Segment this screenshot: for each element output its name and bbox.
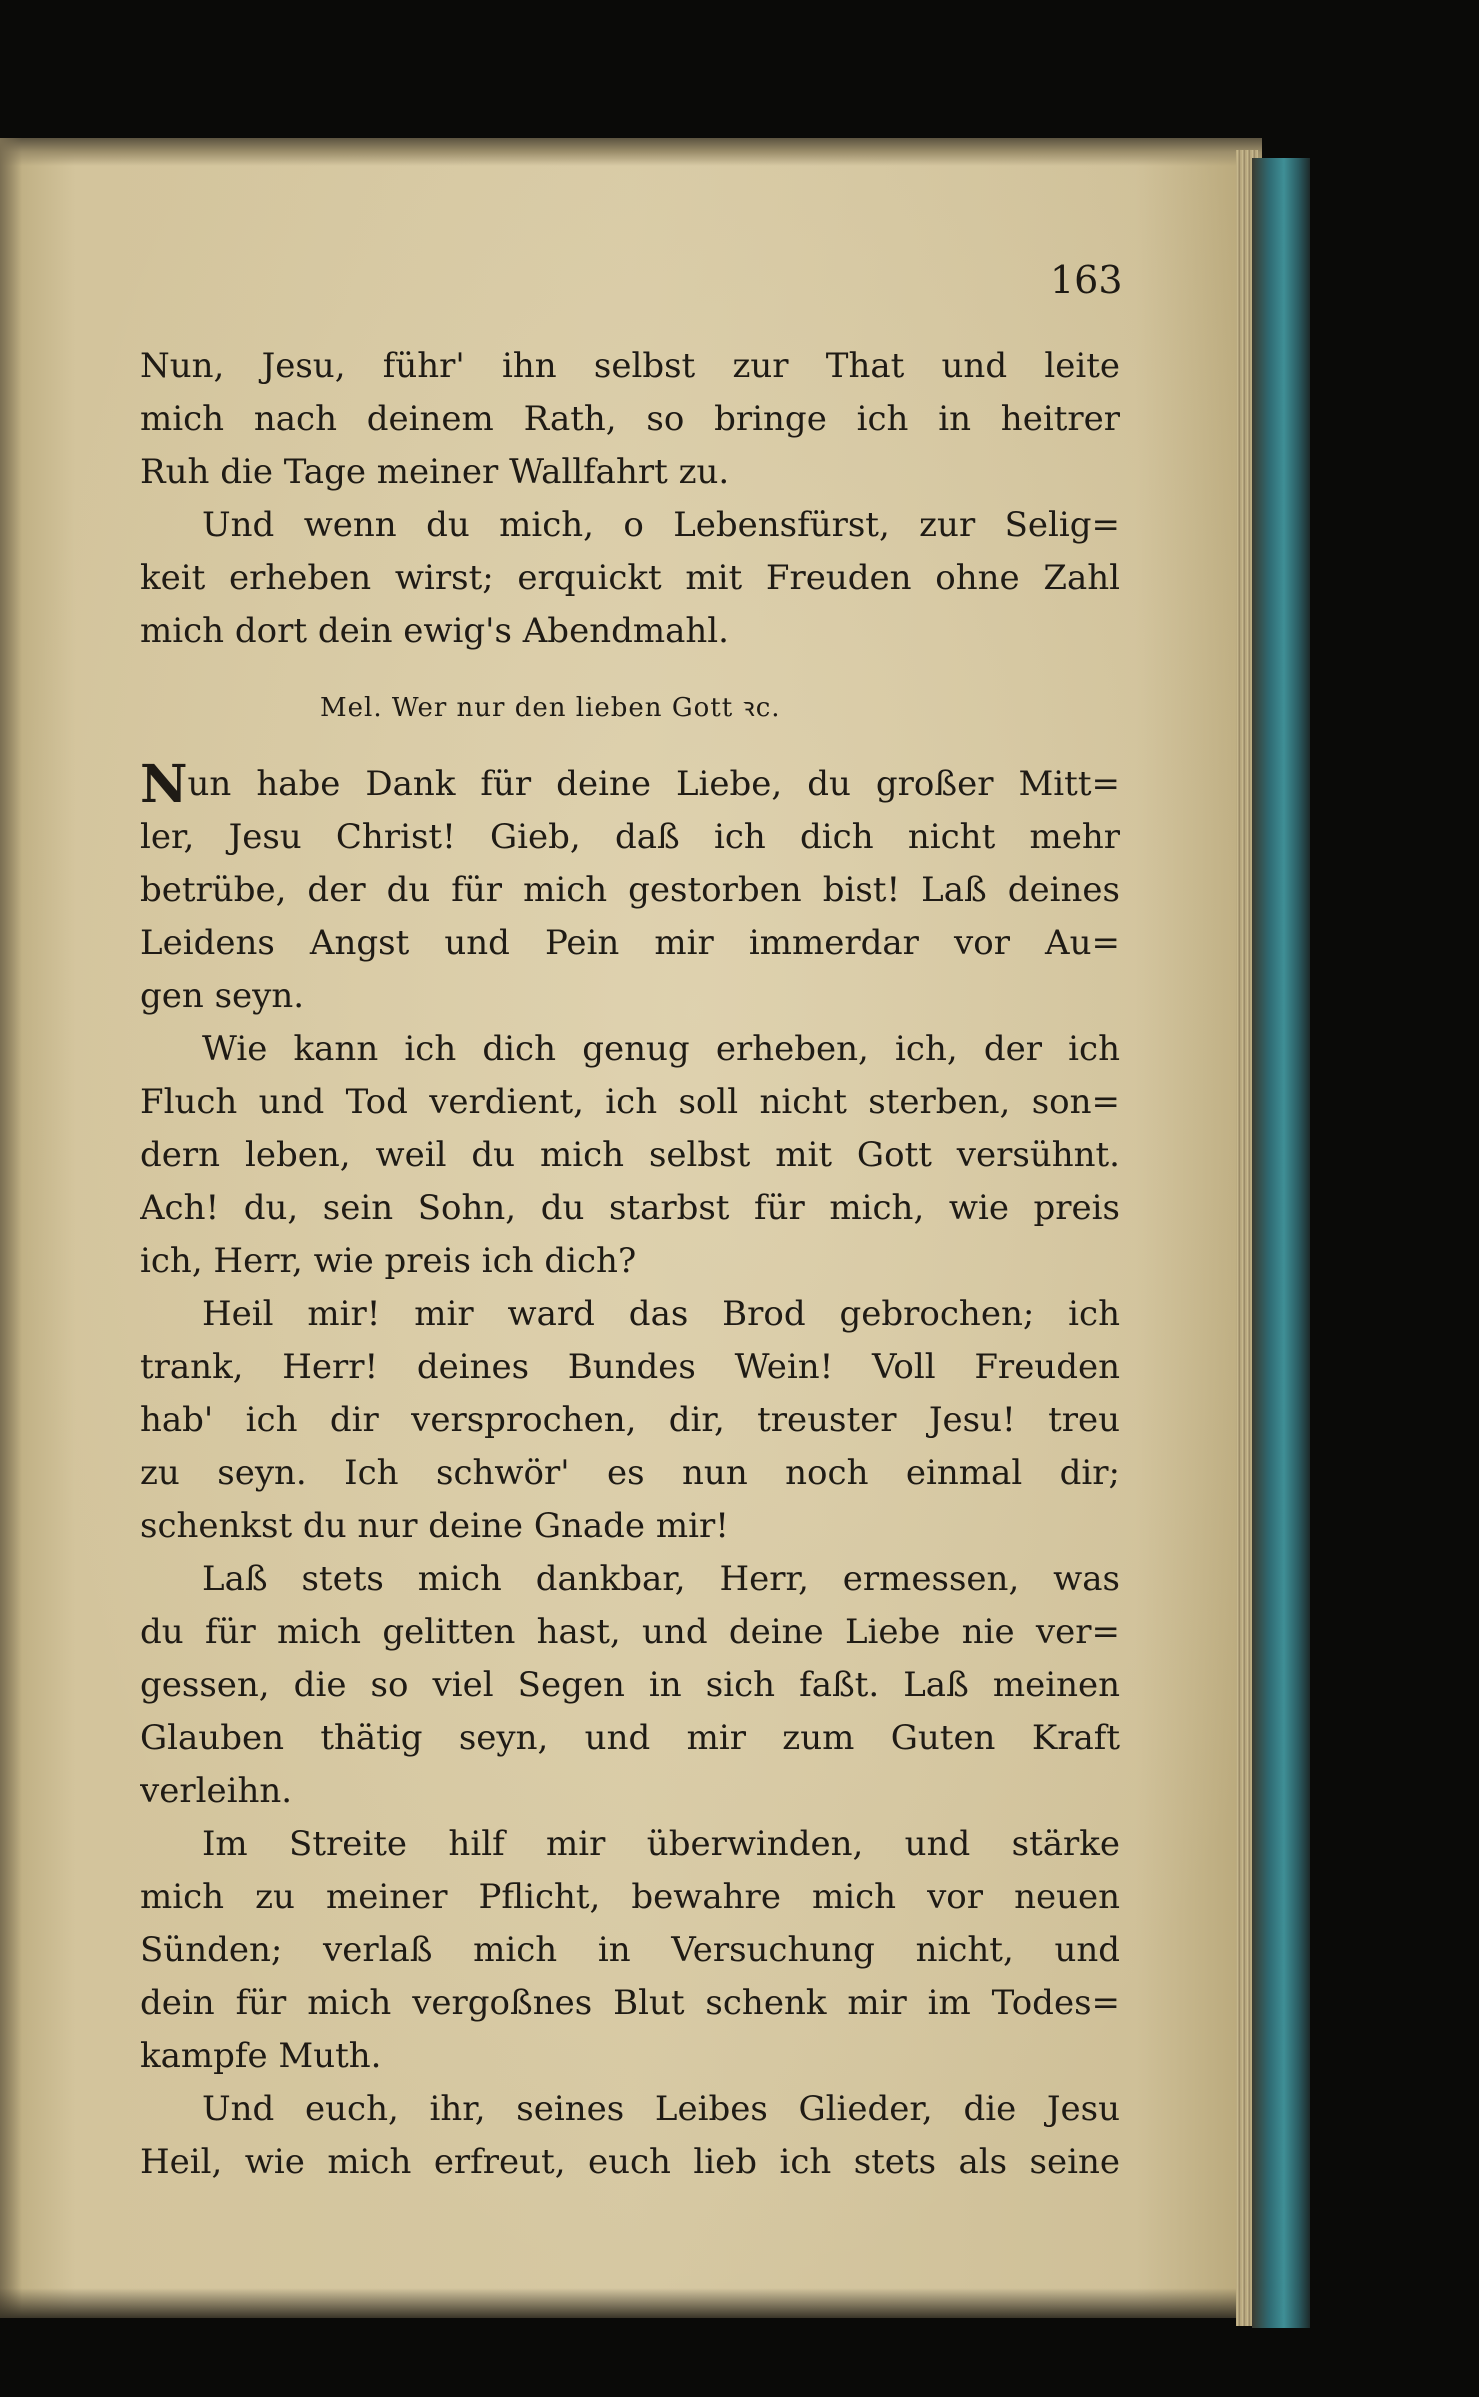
text-line: verleihn. <box>140 1771 293 1811</box>
text-line: Heil mir! mir ward das Brod gebrochen; ich <box>202 1294 1120 1334</box>
page-top-shadow <box>0 138 1262 166</box>
page-text <box>140 340 1120 2189</box>
text-line: schenkst du nur deine Gnade mir! <box>140 1506 729 1546</box>
text-line: gessen, die so viel Segen in sich faßt. Laß meinen <box>140 1665 1120 1705</box>
text-line: hab' ich dir versprochen, dir, treuster Jesu! treu <box>140 1400 1120 1440</box>
text-line: dern leben, weil du mich selbst mit Gott versühnt. <box>140 1135 1120 1175</box>
text-line: Glauben thätig seyn, und mir zum Guten Kraft <box>140 1718 1120 1758</box>
text-line: mich zu meiner Pflicht, bewahre mich vor neuen <box>140 1877 1120 1917</box>
hymn-first-line <box>140 758 1120 811</box>
text-line: Ach! du, sein Sohn, du starbst für mich, wie preis <box>140 1188 1120 1228</box>
text-line: keit erheben wirst; erquickt mit Freuden ohne Zahl <box>140 558 1120 598</box>
text-line: dein für mich vergoßnes Blut schenk mir im Todes= <box>140 1983 1120 2023</box>
text-line: Wie kann ich dich genug erheben, ich, der ich <box>202 1029 1120 1069</box>
text-line: Und wenn du mich, o Lebensfürst, zur Selig= <box>202 505 1120 545</box>
melody-heading: Mel. Wer nur den lieben Gott ꝛc. <box>320 693 781 723</box>
text-line: Im Streite hilf mir überwinden, und stärke <box>202 1824 1120 1864</box>
text-line: Nun, Jesu, führ' ihn selbst zur That und leite <box>140 346 1120 386</box>
text-line: mich dort dein ewig's Abendmahl. <box>140 611 729 651</box>
text-line: Ruh die Tage meiner Wallfahrt zu. <box>140 452 730 492</box>
text-line: Leidens Angst und Pein mir immerdar vor Au= <box>140 923 1120 963</box>
text-line: Sünden; verlaß mich in Versuchung nicht, und <box>140 1930 1120 1970</box>
text-line: ler, Jesu Christ! Gieb, daß ich dich nicht mehr <box>140 817 1120 857</box>
page-number: 163 <box>1050 258 1123 302</box>
page-gutter-shadow <box>0 138 22 2318</box>
text-line: ich, Herr, wie preis ich dich? <box>140 1241 637 1281</box>
page-bottom-shadow <box>0 2288 1262 2318</box>
text-line: Fluch und Tod verdient, ich soll nicht sterben, son= <box>140 1082 1120 1122</box>
text-line: Heil, wie mich erfreut, euch lieb ich stets als seine <box>140 2142 1120 2182</box>
text-line: mich nach deinem Rath, so bringe ich in heitrer <box>140 399 1120 439</box>
text-line: Laß stets mich dankbar, Herr, ermessen, was <box>202 1559 1120 1599</box>
text-line: kampfe Muth. <box>140 2036 382 2076</box>
text-line: trank, Herr! deines Bundes Wein! Voll Freuden <box>140 1347 1120 1387</box>
text-line: gen seyn. <box>140 976 305 1016</box>
text-line: Und euch, ihr, seines Leibes Glieder, die Jesu <box>202 2089 1120 2129</box>
text-line: betrübe, der du für mich gestorben bist! Laß deines <box>140 870 1120 910</box>
drop-capital: N <box>140 758 188 811</box>
text-line: zu seyn. Ich schwör' es nun noch einmal dir; <box>140 1453 1120 1493</box>
text-line: un habe Dank für deine Liebe, du großer Mitt= <box>187 764 1120 804</box>
text-line: du für mich gelitten hast, und deine Liebe nie ver= <box>140 1612 1120 1652</box>
book-cover-edge <box>1252 158 1310 2328</box>
